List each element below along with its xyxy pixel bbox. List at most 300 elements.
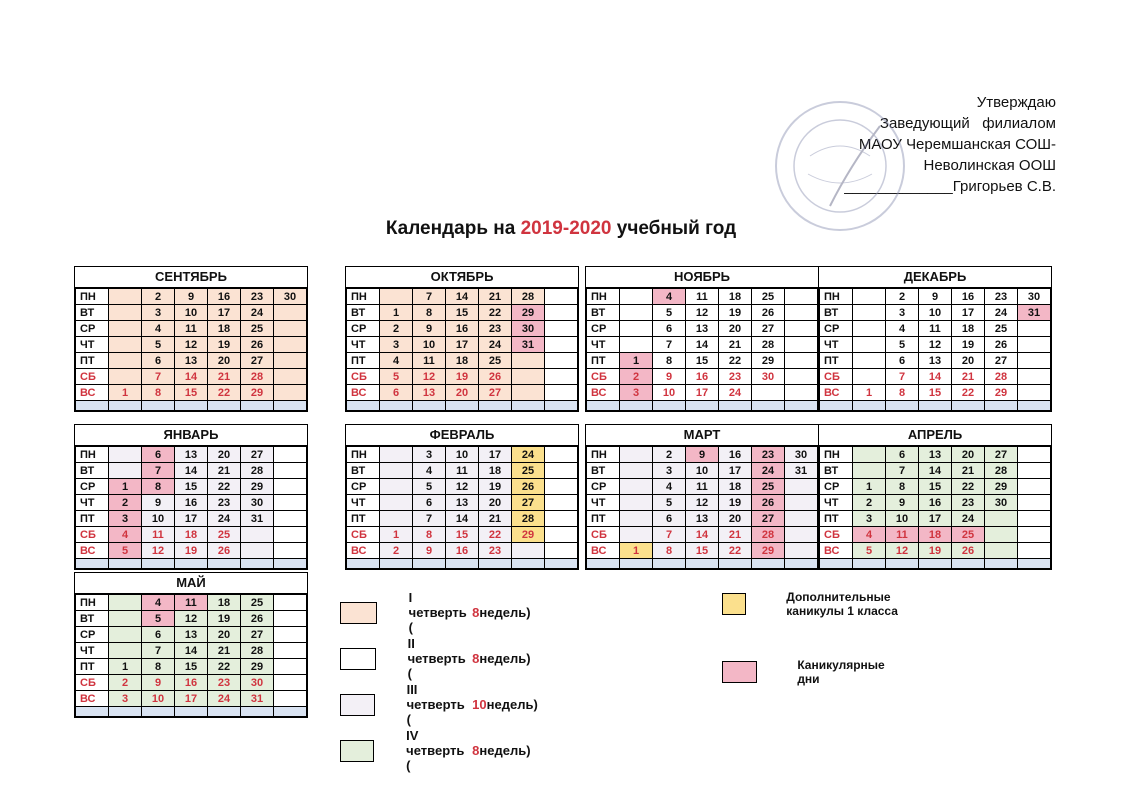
day-cell: 17 (952, 305, 985, 321)
separator-cell (1018, 401, 1051, 411)
day-cell (620, 289, 653, 305)
day-cell: 11 (919, 321, 952, 337)
legend-weeks: 8 (472, 605, 480, 620)
day-cell: 25 (752, 289, 785, 305)
separator-cell (919, 559, 952, 569)
day-cell: 29 (752, 543, 785, 559)
day-cell: 17 (719, 463, 752, 479)
day-cell: 17 (208, 305, 241, 321)
day-cell: 16 (208, 289, 241, 305)
weekday-label: ПН (347, 447, 380, 463)
month-block (818, 424, 1052, 570)
separator-cell (380, 559, 413, 569)
day-cell (620, 479, 653, 495)
day-cell: 23 (719, 369, 752, 385)
day-cell: 29 (985, 479, 1018, 495)
weekday-label: СБ (820, 369, 853, 385)
legend-label-tail: недель) (486, 697, 538, 712)
day-cell: 18 (208, 595, 241, 611)
day-cell: 9 (919, 289, 952, 305)
day-cell: 2 (886, 289, 919, 305)
day-cell: 4 (853, 527, 886, 543)
day-cell: 17 (175, 691, 208, 707)
day-cell (380, 289, 413, 305)
separator-cell (919, 401, 952, 411)
day-cell: 13 (686, 321, 719, 337)
day-cell: 24 (952, 511, 985, 527)
legend-swatch (340, 740, 374, 762)
separator-cell (820, 559, 853, 569)
day-cell (785, 321, 818, 337)
month-block (585, 424, 819, 570)
day-cell (109, 447, 142, 463)
separator-cell (208, 559, 241, 569)
day-cell: 14 (686, 337, 719, 353)
day-cell: 15 (686, 543, 719, 559)
day-cell: 18 (719, 289, 752, 305)
day-cell: 31 (241, 691, 274, 707)
day-cell (853, 463, 886, 479)
day-cell: 8 (142, 659, 175, 675)
day-cell: 15 (175, 659, 208, 675)
day-cell: 26 (952, 543, 985, 559)
weekday-label: ВС (76, 385, 109, 401)
legend-swatch (340, 694, 375, 716)
day-cell (380, 495, 413, 511)
legend-label-tail: недель) (479, 605, 531, 620)
day-cell: 1 (853, 385, 886, 401)
weekday-label: СБ (347, 527, 380, 543)
day-cell: 11 (175, 321, 208, 337)
day-cell (274, 511, 307, 527)
day-cell: 20 (446, 385, 479, 401)
day-cell (109, 611, 142, 627)
day-cell (109, 595, 142, 611)
day-cell: 19 (719, 495, 752, 511)
day-cell: 31 (1018, 305, 1051, 321)
day-cell: 22 (952, 479, 985, 495)
weekday-label: ПТ (347, 353, 380, 369)
separator-cell (142, 401, 175, 411)
day-cell: 9 (686, 447, 719, 463)
day-cell: 16 (446, 321, 479, 337)
separator-cell (241, 401, 274, 411)
day-cell (274, 543, 307, 559)
day-cell: 29 (241, 659, 274, 675)
day-cell: 10 (413, 337, 446, 353)
day-cell: 24 (208, 691, 241, 707)
day-cell (109, 289, 142, 305)
day-cell: 27 (752, 321, 785, 337)
day-cell (620, 321, 653, 337)
day-cell: 25 (512, 463, 545, 479)
day-cell (545, 463, 578, 479)
separator-cell (413, 401, 446, 411)
day-cell: 10 (919, 305, 952, 321)
weekday-label: ПТ (587, 511, 620, 527)
separator-cell (853, 401, 886, 411)
day-cell: 17 (446, 337, 479, 353)
day-cell (545, 385, 578, 401)
legend-label: Каникулярные дни (797, 658, 885, 686)
separator-cell (785, 401, 818, 411)
separator-cell (241, 559, 274, 569)
day-cell: 19 (208, 337, 241, 353)
weekday-label: ЧТ (76, 495, 109, 511)
day-cell (785, 305, 818, 321)
day-cell: 2 (142, 289, 175, 305)
day-cell (274, 611, 307, 627)
weekday-label: ВС (587, 385, 620, 401)
day-cell: 11 (142, 527, 175, 543)
day-cell: 15 (686, 353, 719, 369)
day-cell (380, 479, 413, 495)
day-cell: 27 (985, 353, 1018, 369)
day-cell: 9 (413, 321, 446, 337)
day-cell: 1 (109, 385, 142, 401)
day-cell: 21 (479, 289, 512, 305)
day-cell: 28 (241, 643, 274, 659)
day-cell: 27 (479, 385, 512, 401)
month-name: ЯНВАРЬ (75, 425, 307, 446)
day-cell: 10 (142, 691, 175, 707)
day-cell: 28 (985, 463, 1018, 479)
day-cell: 18 (446, 353, 479, 369)
day-cell: 13 (413, 385, 446, 401)
day-cell: 23 (952, 495, 985, 511)
day-cell (380, 463, 413, 479)
day-cell (274, 305, 307, 321)
month-name: ОКТЯБРЬ (346, 267, 578, 288)
weekday-label: ВТ (587, 463, 620, 479)
separator-cell (109, 401, 142, 411)
day-cell: 25 (752, 479, 785, 495)
day-cell: 18 (919, 527, 952, 543)
approval-line: МАОУ Черемшанская СОШ- (858, 136, 1056, 153)
day-cell: 29 (241, 385, 274, 401)
day-cell: 1 (380, 527, 413, 543)
separator-cell (886, 401, 919, 411)
day-cell (274, 337, 307, 353)
day-cell: 17 (479, 447, 512, 463)
day-cell (545, 289, 578, 305)
day-cell (1018, 353, 1051, 369)
separator-cell (653, 559, 686, 569)
day-cell: 24 (752, 463, 785, 479)
legend-item (340, 682, 538, 727)
day-cell: 8 (653, 543, 686, 559)
day-cell: 6 (413, 495, 446, 511)
weekday-label: СР (587, 321, 620, 337)
day-cell: 25 (208, 527, 241, 543)
day-cell: 21 (952, 463, 985, 479)
day-cell: 13 (919, 353, 952, 369)
day-cell (512, 369, 545, 385)
day-cell: 17 (175, 511, 208, 527)
day-cell: 1 (109, 659, 142, 675)
day-cell: 4 (886, 321, 919, 337)
weekday-label: ЧТ (587, 337, 620, 353)
day-cell: 5 (380, 369, 413, 385)
separator-cell (479, 559, 512, 569)
day-cell (1018, 385, 1051, 401)
day-cell: 6 (653, 511, 686, 527)
day-cell: 30 (512, 321, 545, 337)
weekday-label: ВС (347, 543, 380, 559)
weekday-label: ПН (347, 289, 380, 305)
day-cell: 10 (686, 463, 719, 479)
legend-weeks: 10 (472, 697, 487, 712)
day-cell (785, 479, 818, 495)
weekday-label: ПН (587, 289, 620, 305)
month-block (74, 572, 308, 718)
weekday-label: ЧТ (820, 495, 853, 511)
day-cell: 2 (380, 543, 413, 559)
weekday-label: СБ (587, 527, 620, 543)
weekday-label: ВТ (76, 463, 109, 479)
day-cell (512, 543, 545, 559)
day-cell: 20 (719, 321, 752, 337)
day-cell: 23 (208, 675, 241, 691)
month-name: НОЯБРЬ (586, 267, 818, 288)
day-cell: 16 (686, 369, 719, 385)
day-cell: 5 (653, 495, 686, 511)
day-cell: 14 (919, 369, 952, 385)
day-cell: 24 (208, 511, 241, 527)
day-cell: 10 (142, 511, 175, 527)
legend-swatch (722, 593, 746, 615)
day-cell: 1 (620, 353, 653, 369)
weekday-label: ПН (587, 447, 620, 463)
day-cell (274, 495, 307, 511)
day-cell: 9 (886, 495, 919, 511)
day-cell: 29 (512, 527, 545, 543)
title-suffix: учебный год (611, 218, 737, 239)
day-cell: 3 (853, 511, 886, 527)
day-cell: 10 (175, 305, 208, 321)
day-cell: 22 (952, 385, 985, 401)
day-cell: 3 (109, 511, 142, 527)
weekday-label: СР (820, 321, 853, 337)
weekday-label: СБ (587, 369, 620, 385)
day-cell: 19 (208, 611, 241, 627)
day-cell: 12 (686, 495, 719, 511)
weekday-label: СР (76, 627, 109, 643)
legend-label-tail: недель) (479, 743, 531, 758)
separator-cell (76, 707, 109, 717)
day-cell (620, 463, 653, 479)
day-cell: 6 (142, 353, 175, 369)
day-cell: 15 (919, 385, 952, 401)
day-cell: 7 (142, 463, 175, 479)
weekday-label: ЧТ (76, 337, 109, 353)
day-cell (1018, 369, 1051, 385)
separator-cell (1018, 559, 1051, 569)
legend-item (340, 590, 531, 635)
separator-cell (587, 401, 620, 411)
weekday-label: ПТ (820, 511, 853, 527)
day-cell: 1 (853, 479, 886, 495)
day-cell: 13 (446, 495, 479, 511)
day-cell (545, 369, 578, 385)
separator-cell (208, 707, 241, 717)
day-cell (1018, 527, 1051, 543)
day-cell: 7 (653, 337, 686, 353)
day-cell: 2 (853, 495, 886, 511)
day-cell: 24 (241, 305, 274, 321)
separator-cell (886, 559, 919, 569)
day-cell: 16 (446, 543, 479, 559)
day-cell: 27 (241, 447, 274, 463)
day-cell: 15 (175, 479, 208, 495)
separator-cell (512, 401, 545, 411)
weekday-label: СР (76, 321, 109, 337)
day-cell: 7 (413, 289, 446, 305)
day-cell: 19 (719, 305, 752, 321)
weekday-label: ВС (347, 385, 380, 401)
title-years: 2019-2020 (520, 218, 612, 239)
day-cell (620, 447, 653, 463)
official-stamp-icon (770, 96, 910, 236)
legend-label: Дополнительные каникулы 1 класса (786, 590, 898, 618)
day-cell (109, 321, 142, 337)
separator-cell (719, 559, 752, 569)
day-cell: 26 (208, 543, 241, 559)
page-title (0, 218, 1122, 240)
legend-weeks: 8 (472, 743, 480, 758)
day-cell: 28 (985, 369, 1018, 385)
weekday-label: ВТ (820, 463, 853, 479)
day-cell: 8 (886, 479, 919, 495)
day-cell: 20 (952, 447, 985, 463)
day-cell: 5 (886, 337, 919, 353)
day-cell: 17 (919, 511, 952, 527)
day-cell: 14 (446, 511, 479, 527)
day-cell: 18 (952, 321, 985, 337)
day-cell: 3 (109, 691, 142, 707)
day-cell: 12 (142, 543, 175, 559)
weekday-label: СР (587, 479, 620, 495)
day-cell (853, 353, 886, 369)
day-cell: 26 (512, 479, 545, 495)
day-cell (620, 305, 653, 321)
day-cell: 23 (479, 543, 512, 559)
day-cell: 30 (241, 495, 274, 511)
day-cell (785, 369, 818, 385)
separator-cell (142, 707, 175, 717)
separator-cell (175, 707, 208, 717)
separator-cell (752, 401, 785, 411)
month-block (345, 266, 579, 412)
day-cell: 16 (952, 289, 985, 305)
separator-cell (985, 401, 1018, 411)
day-cell: 11 (446, 463, 479, 479)
day-cell: 11 (175, 595, 208, 611)
day-cell: 27 (241, 353, 274, 369)
day-cell: 28 (512, 289, 545, 305)
day-cell: 2 (109, 495, 142, 511)
weekday-label: ПТ (820, 353, 853, 369)
day-cell (545, 321, 578, 337)
day-cell: 22 (208, 659, 241, 675)
weekday-label: ВС (76, 691, 109, 707)
day-cell: 22 (208, 385, 241, 401)
month-name: МАРТ (586, 425, 818, 446)
day-cell (109, 463, 142, 479)
separator-cell (241, 707, 274, 717)
weekday-label: СБ (76, 369, 109, 385)
day-cell (274, 643, 307, 659)
day-cell: 10 (653, 385, 686, 401)
day-cell (274, 659, 307, 675)
legend-label: IV четверть ( (406, 728, 465, 773)
day-cell: 19 (479, 479, 512, 495)
legend-item (340, 728, 531, 773)
day-cell (274, 385, 307, 401)
day-cell (785, 289, 818, 305)
weekday-label: СБ (76, 675, 109, 691)
day-cell: 1 (109, 479, 142, 495)
day-cell: 25 (985, 321, 1018, 337)
weekday-label: ВС (587, 543, 620, 559)
separator-cell (208, 401, 241, 411)
day-cell: 4 (653, 289, 686, 305)
legend-label: II четверть ( (407, 636, 466, 681)
day-cell: 12 (886, 543, 919, 559)
day-cell: 13 (175, 627, 208, 643)
day-cell: 13 (686, 511, 719, 527)
day-cell: 22 (479, 305, 512, 321)
day-cell: 29 (512, 305, 545, 321)
day-cell: 30 (985, 495, 1018, 511)
day-cell (109, 305, 142, 321)
day-cell: 15 (446, 305, 479, 321)
weekday-label: ЧТ (820, 337, 853, 353)
separator-cell (686, 401, 719, 411)
day-cell: 21 (952, 369, 985, 385)
day-cell (1018, 447, 1051, 463)
separator-cell (274, 707, 307, 717)
separator-cell (653, 401, 686, 411)
day-cell: 15 (175, 385, 208, 401)
day-cell: 14 (175, 369, 208, 385)
day-cell: 30 (1018, 289, 1051, 305)
day-cell (1018, 543, 1051, 559)
month-block (74, 424, 308, 570)
weekday-label: ВТ (76, 305, 109, 321)
weekday-label: ПН (820, 289, 853, 305)
day-cell: 4 (413, 463, 446, 479)
day-cell: 2 (653, 447, 686, 463)
day-cell: 7 (653, 527, 686, 543)
day-cell: 31 (785, 463, 818, 479)
day-cell (620, 337, 653, 353)
day-cell (512, 353, 545, 369)
day-cell: 6 (380, 385, 413, 401)
approval-line: Утверждаю (976, 94, 1056, 111)
day-cell: 21 (719, 527, 752, 543)
day-cell: 2 (620, 369, 653, 385)
separator-cell (686, 559, 719, 569)
day-cell (785, 543, 818, 559)
separator-cell (380, 401, 413, 411)
day-cell (1018, 337, 1051, 353)
day-cell: 18 (719, 479, 752, 495)
day-cell: 21 (208, 643, 241, 659)
day-cell: 3 (653, 463, 686, 479)
day-cell (545, 337, 578, 353)
day-cell: 19 (919, 543, 952, 559)
